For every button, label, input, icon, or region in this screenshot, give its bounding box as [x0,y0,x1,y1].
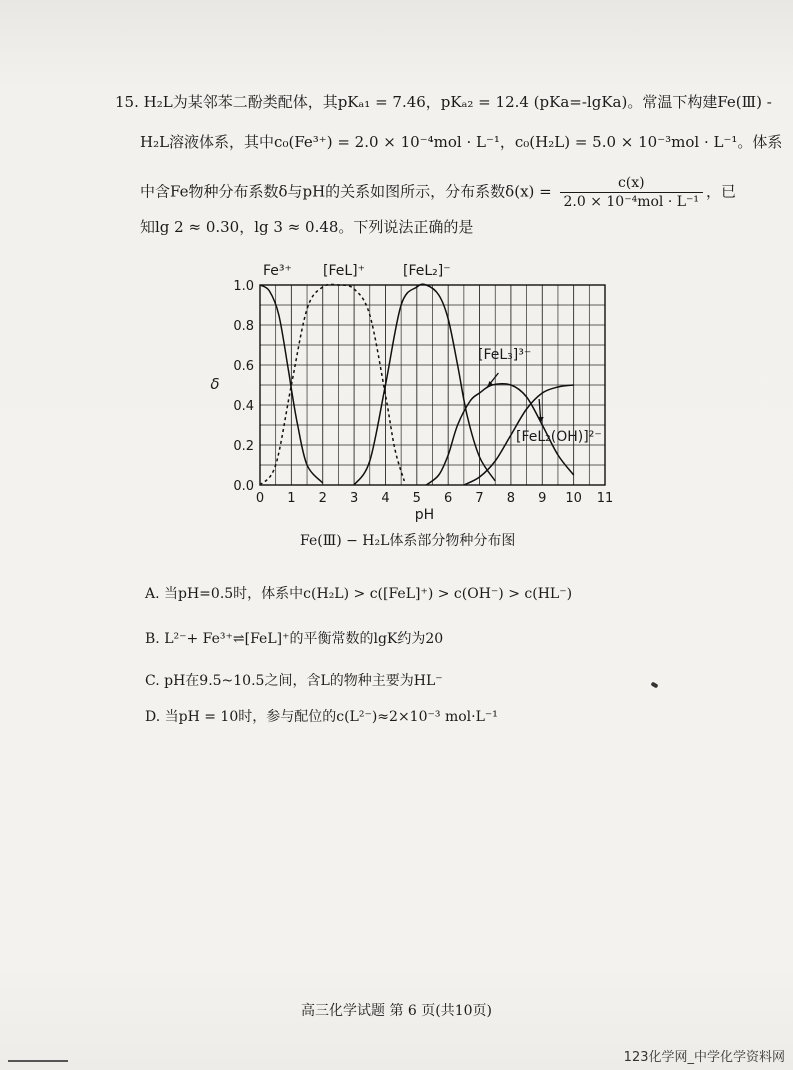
label-fel2oh: [FeL₂(OH)]²⁻ [516,429,602,445]
y-tick-label: 0.0 [233,479,254,494]
question-text-3b: ，已 [706,182,737,201]
option-b[interactable]: B. L²⁻+ Fe³⁺⇌[FeL]⁺的平衡常数的lgK约为20 [145,631,444,647]
option-d[interactable]: D. 当pH = 10时，参与配位的c(L²⁻)≈2×10⁻³ mol·L⁻¹ [145,709,498,725]
question-text-1: H₂L为某邻苯二酚类配体，其pKₐ₁ = 7.46，pKₐ₂ = 12.4 (pKa=-lgKa)。常温下构建Fe(Ⅲ) - [143,93,772,111]
distribution-fraction [560,174,704,211]
y-tick-label: 0.4 [233,399,254,414]
fraction-numerator: c(x) [560,174,704,193]
fraction-denominator: 2.0 × 10⁻⁴mol · L⁻¹ [563,194,700,210]
x-tick-label: 7 [475,491,484,506]
page-footer: 高三化学试题 第 6 页(共10页) [301,1003,492,1019]
option-a[interactable]: A. 当pH=0.5时，体系中c(H₂L) > c([FeL]⁺) > c(OH⁻) > c(HL⁻) [145,586,573,602]
y-tick-label: 0.8 [233,319,254,334]
arrow-fel2oh-head [538,417,544,423]
label-fel3: [FeL₃]³⁻ [478,347,532,363]
x-axis-label: pH [414,507,435,523]
species-distribution-chart [195,255,635,525]
x-tick-label: 9 [538,491,547,506]
x-tick-label: 10 [565,491,582,506]
label-fel: [FeL]⁺ [323,263,366,279]
x-tick-label: 5 [412,491,421,506]
y-tick-label: 0.2 [233,439,254,454]
y-axis-label: δ [210,375,220,393]
x-tick-label: 11 [596,491,614,506]
watermark: 123化学网_中学化学资料网 [623,1050,785,1065]
series-fel2-curve [354,284,495,485]
question-text-3a: 中含Fe物种分布系数δ与pH的关系如图所示，分布系数δ(x) = [140,182,552,201]
scan-edge-mark [8,1060,68,1062]
y-tick-label: 0.6 [233,359,254,374]
x-tick-label: 1 [287,491,296,506]
question-line-1 [115,92,772,113]
x-tick-label: 3 [349,491,359,506]
x-tick-label: 0 [255,491,265,506]
question-line-3 [140,174,736,211]
label-fel2: [FeL₂]⁻ [403,263,451,279]
question-number: 15. [115,93,139,111]
y-tick-label: 1.0 [233,279,254,294]
label-fe3: Fe³⁺ [263,263,292,279]
option-c[interactable]: C. pH在9.5~10.5之间，含L的物种主要为HL⁻ [145,673,443,689]
x-tick-label: 6 [444,491,453,506]
chart-svg [195,255,635,525]
question-line-4: 知lg 2 ≈ 0.30，lg 3 ≈ 0.48。下列说法正确的是 [140,218,474,236]
x-tick-label: 2 [318,491,327,506]
question-line-2: H₂L溶液体系，其中c₀(Fe³⁺) = 2.0 × 10⁻⁴mol · L⁻¹，c₀(H₂L) = 5.0 × 10⁻³mol · L⁻¹。体系 [140,133,783,151]
x-tick-label: 4 [381,491,390,506]
chart-caption: Fe(Ⅲ) − H₂L体系部分物种分布图 [300,533,516,549]
x-tick-label: 8 [506,491,516,506]
